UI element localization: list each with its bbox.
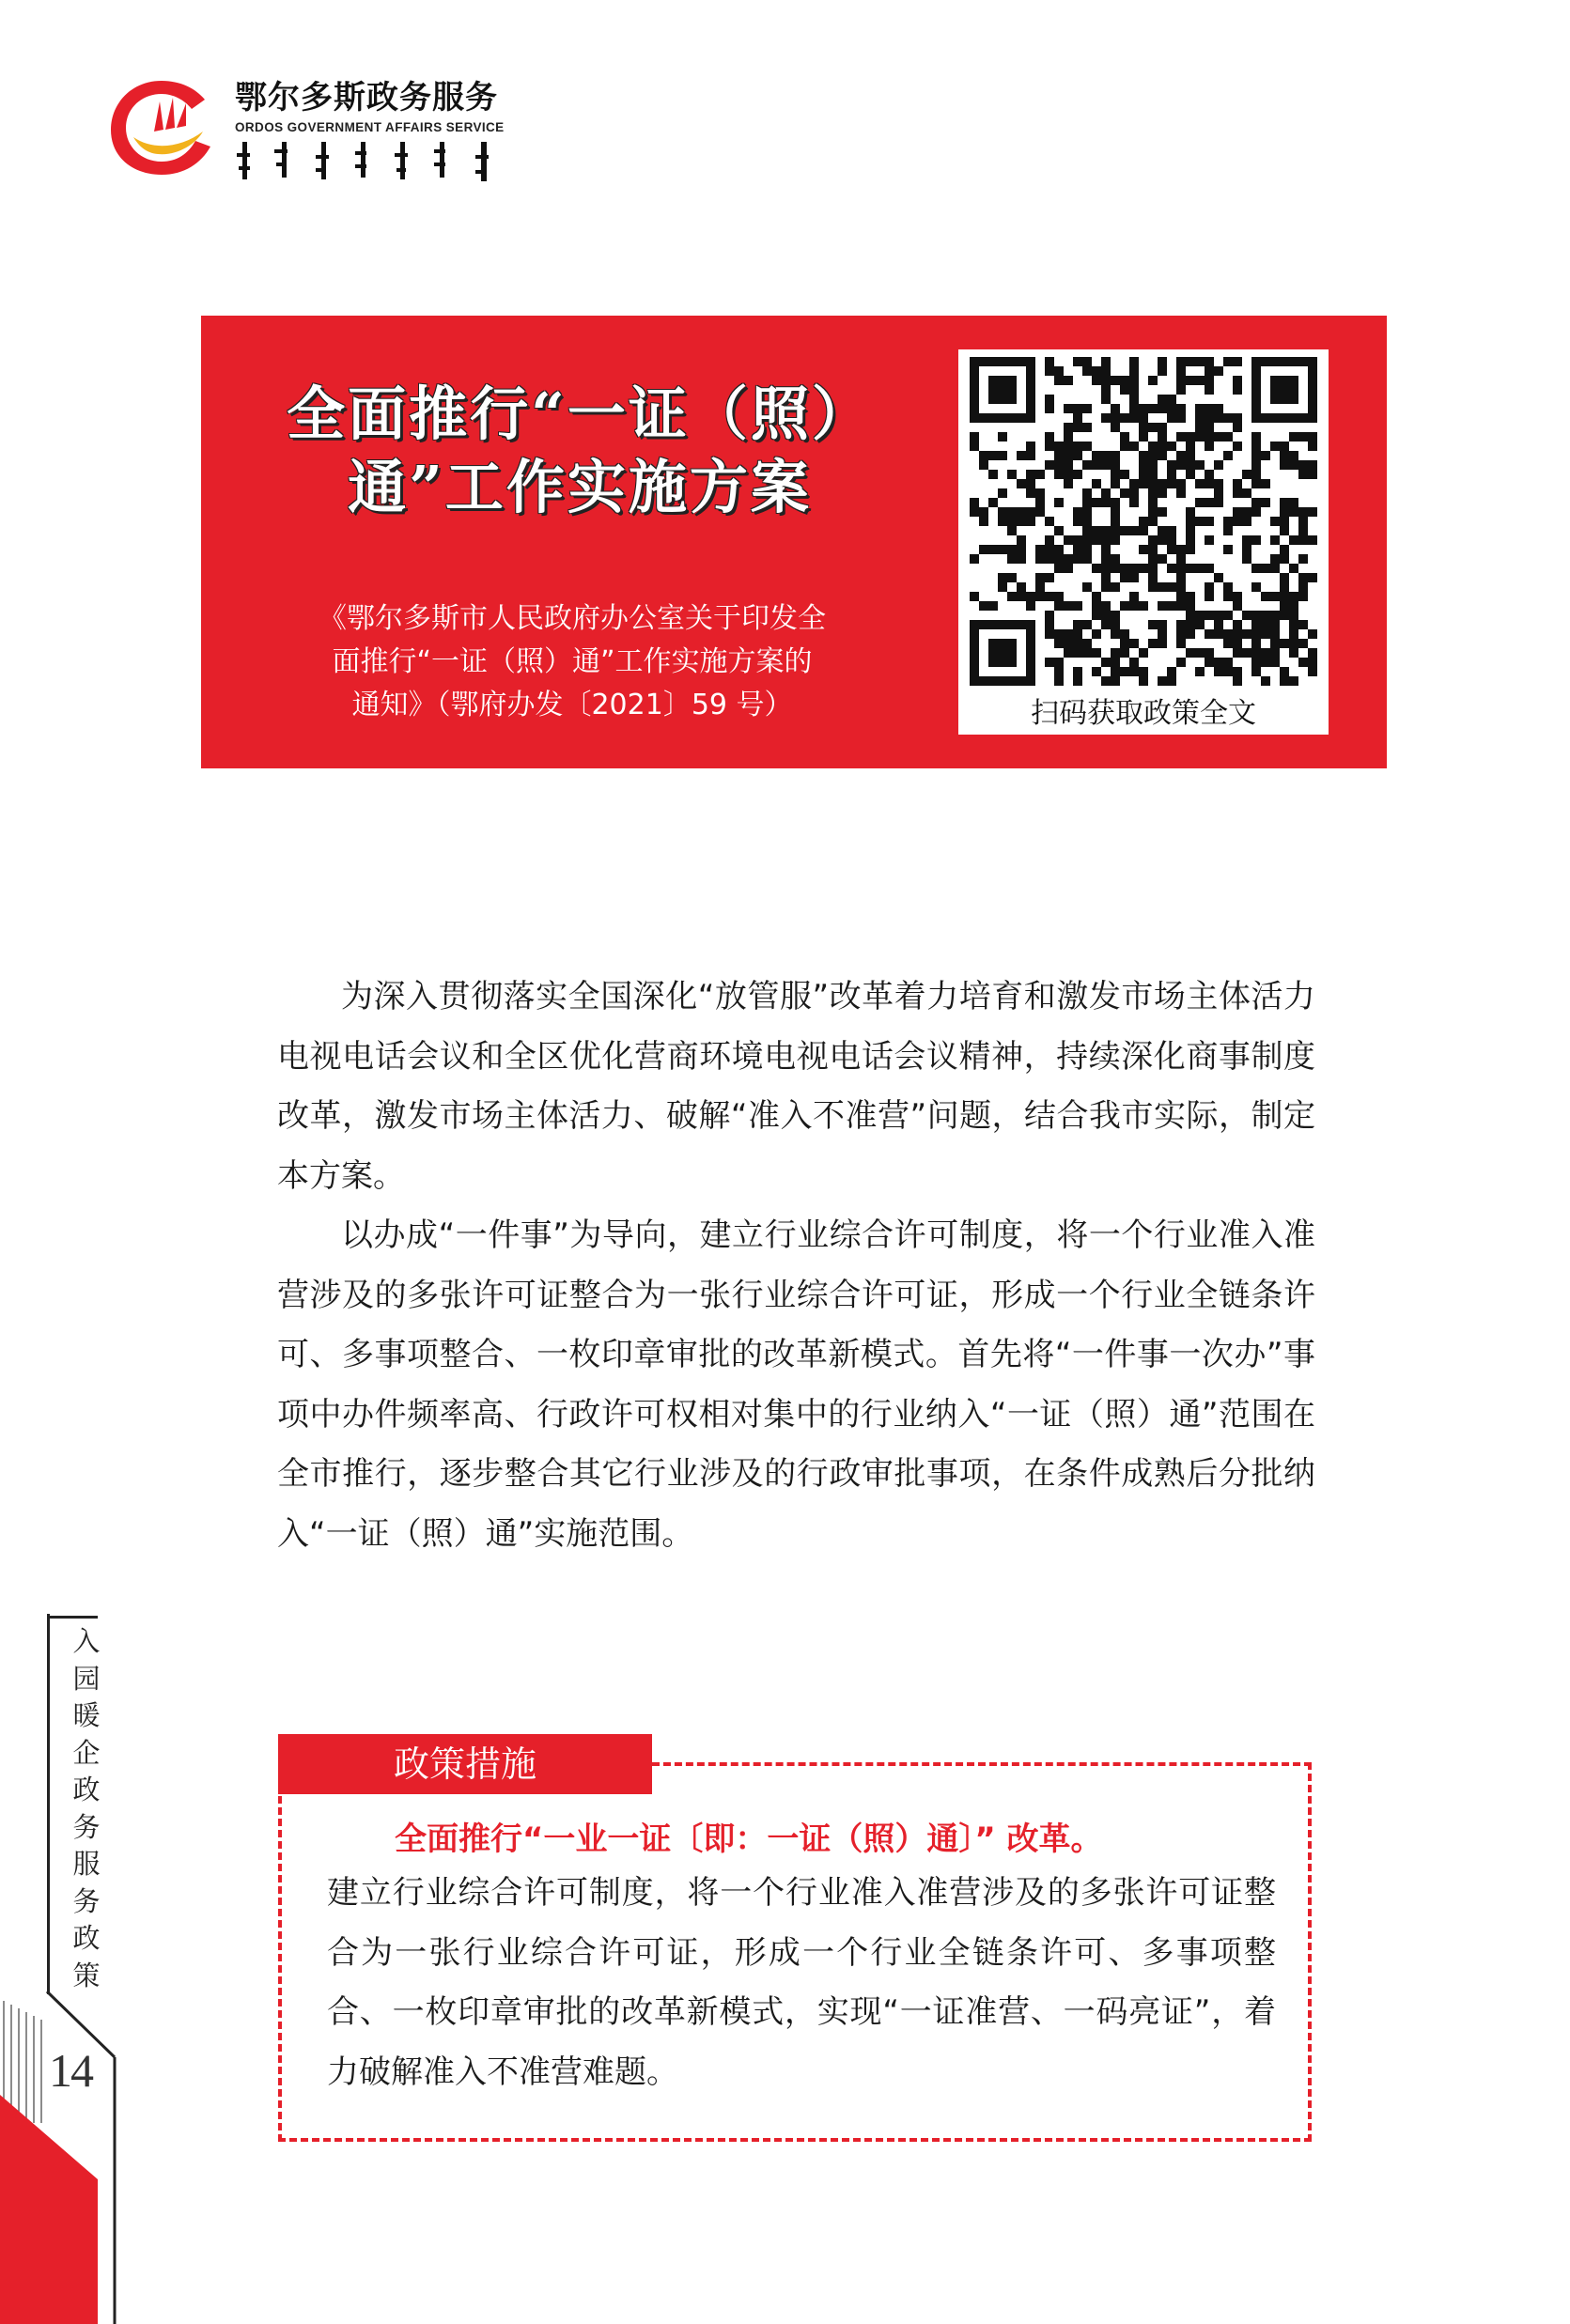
policy-heading: 全面推行“一业一证〔即：一证（照）通〕” 改革。 bbox=[395, 1820, 1103, 1858]
qr-code-icon[interactable] bbox=[970, 357, 1317, 686]
ordos-logo-icon bbox=[105, 75, 218, 178]
corner-decoration bbox=[0, 1982, 132, 2324]
policy-body: 建立行业综合许可制度，将一个行业准入准营涉及的多张许可证整合为一张行业综合许可证，形成一个行业全链条许可、多事项整合、一枚印章审批的改革新模式，实现“一证准营、一码亮证”，着力破解准入不准营难题。 bbox=[327, 1874, 1276, 2091]
title-banner bbox=[201, 316, 1387, 768]
policy-box bbox=[278, 1762, 1312, 2142]
mongolian-script-icon bbox=[235, 140, 503, 183]
policy-tab-label: 政策措施 bbox=[393, 1743, 536, 1785]
document-subtitle bbox=[295, 597, 849, 727]
title-line-1: 全面推行“一证（照） bbox=[287, 380, 873, 448]
qr-code-panel bbox=[958, 349, 1329, 735]
title-line-2: 通”工作实施方案 bbox=[348, 453, 812, 521]
policy-box-top-border bbox=[652, 1762, 1312, 1766]
section-label: 入园暖企政务服务政策 bbox=[72, 1625, 101, 1991]
paragraph-intro: 为深入贯彻落实全国深化“放管服”改革着力培育和激发市场主体活力电视电话会议和全区优化营商环境电视电话会议精神，持续深化商事制度改革，激发市场主体活力、破解“准入不准营”问题，结合我市实际，制定本方案。 bbox=[277, 978, 1315, 1195]
document-title bbox=[284, 378, 876, 524]
subtitle-line-3: 通知》（鄂府办发〔2021〕59 号） bbox=[351, 689, 793, 721]
side-divider-vertical bbox=[47, 1614, 50, 1994]
page-number: 14 bbox=[49, 2044, 92, 2097]
policy-tab bbox=[278, 1734, 652, 1794]
org-name-cn: 鄂尔多斯政务服务 bbox=[235, 79, 498, 116]
subtitle-line-2: 面推行“一证（照）通”工作实施方案的 bbox=[332, 645, 813, 678]
org-name-block bbox=[235, 79, 505, 187]
org-name-en: ORDOS GOVERNMENT AFFAIRS SERVICE bbox=[235, 120, 505, 134]
qr-caption: 扫码获取政策全文 bbox=[1031, 697, 1256, 730]
subtitle-line-1: 《鄂尔多斯市人民政府办公室关于印发全 bbox=[319, 602, 826, 635]
side-divider-horizontal bbox=[47, 1616, 98, 1619]
main-content bbox=[277, 968, 1315, 1564]
paragraph-scope: 以办成“一件事”为导向，建立行业综合许可制度，将一个行业准入准营涉及的多张许可证整合为一张行业综合许可证，形成一个行业全链条许可、多事项整合、一枚印章审批的改革新模式。首先将“一件事一次办”事项中办件频率高、行政许可权相对集中的行业纳入“一证（照）通”范围在全市推行，逐步整合其它行业涉及的行政审批事项，在条件成熟后分批纳入“一证（照）通”实施范围。 bbox=[277, 1216, 1315, 1553]
